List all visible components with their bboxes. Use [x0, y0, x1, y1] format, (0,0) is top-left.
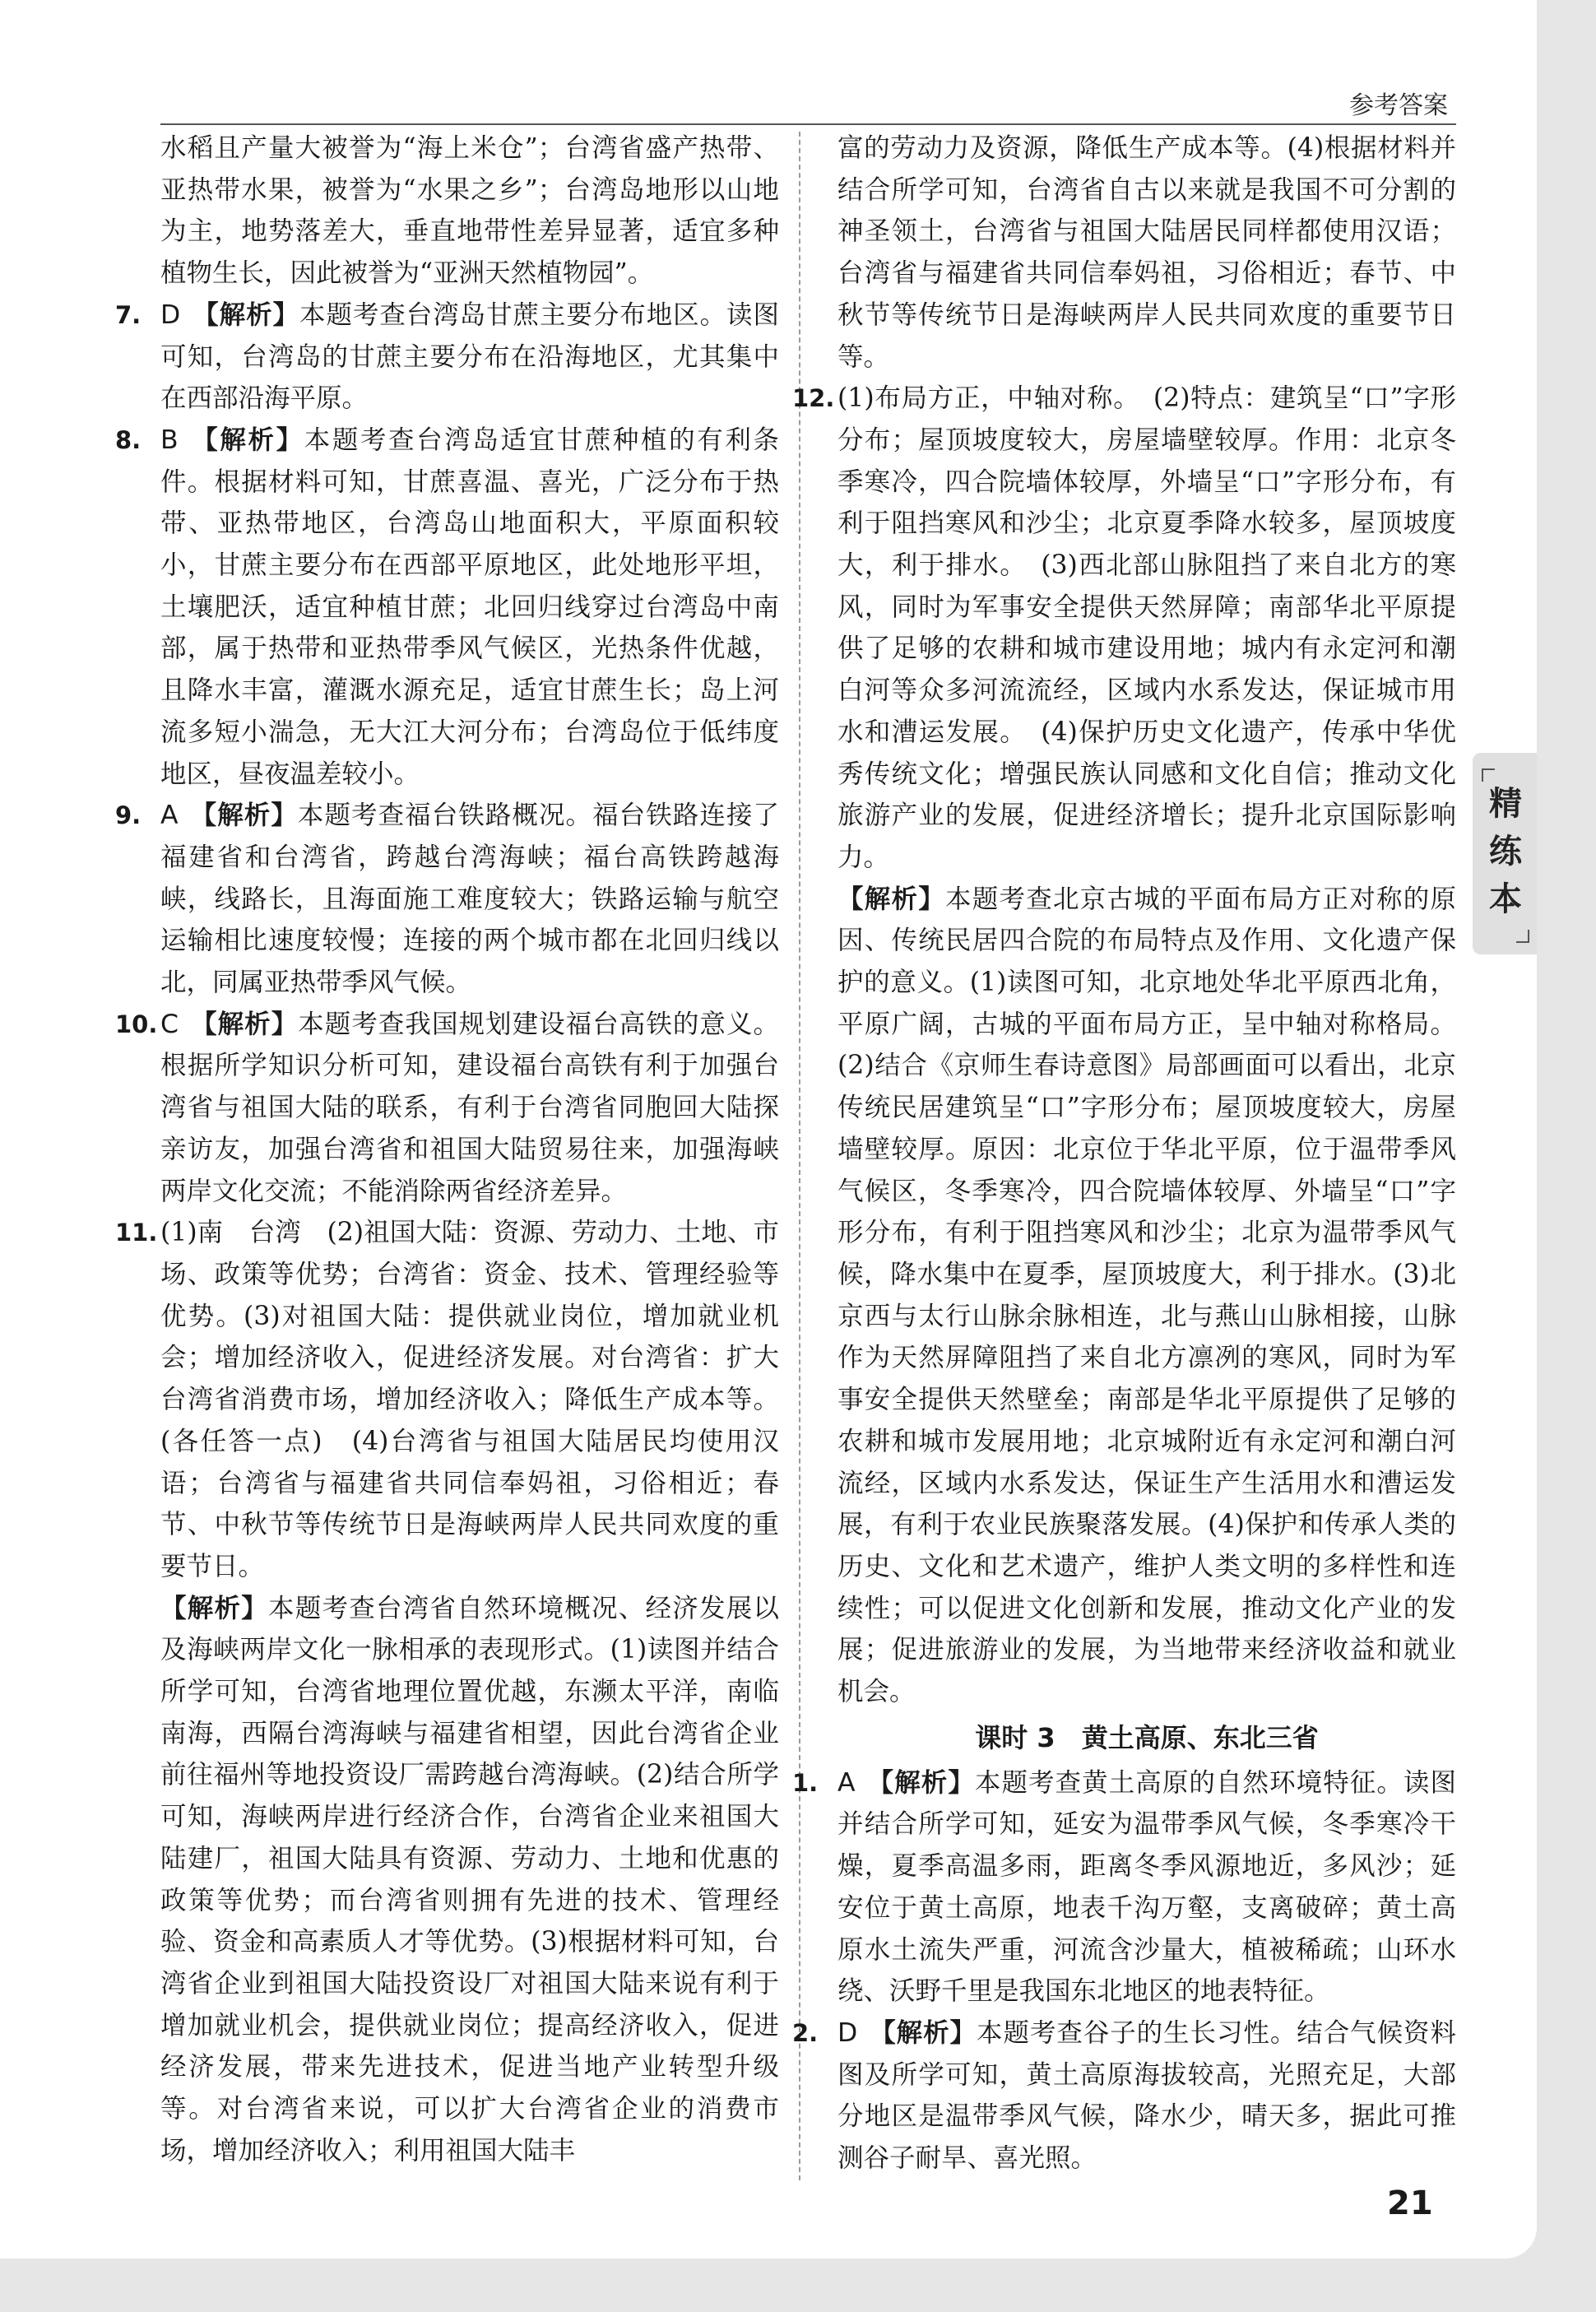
item-number: 11.	[115, 1219, 158, 1247]
side-tab-corner-mark	[1516, 930, 1529, 943]
answer-item-8	[115, 420, 779, 795]
column-divider	[799, 132, 800, 2180]
intro-paragraph	[160, 128, 779, 295]
lesson-title: 课时 3 黄土高原、东北三省	[975, 1721, 1319, 1753]
analysis-text: 本题考查台湾岛甘蔗主要分布地区。读图可知，台湾岛的甘蔗主要分布在沿海地区，尤其集中在西部沿海平原。	[160, 299, 779, 414]
answer-text: (1)布局方正，中轴对称。 (2)特点：建筑呈“口”字形分布；屋顶坡度较大，房屋墙壁较厚。作用：北京冬季寒冷，四合院墙体较厚，外墙呈“口”字形分布，有利于阻挡寒风和沙尘；北京夏季降水较多，屋顶坡度大，利于排水。 (3)西北部山脉阻挡了来自北方的寒风，同时为军事安全提供天然屏障；南部华北平原提供了足够的农耕和城市建设用地；城内有永定河和潮白河等众多河流流经，区域内水系发达，保证城市用水和漕运发展。 (4)保护历史文化遗产，传承中华优秀传统文化；增强民族认同感和文化自信；推动文化旅游产业的发展，促进经济增长；提升北京国际影响力。	[837, 383, 1456, 872]
answer-item-1	[792, 1762, 1456, 2013]
page-number: 21	[1387, 2184, 1433, 2222]
analysis-tag: 【解析】	[190, 801, 298, 831]
header-rule	[160, 123, 1456, 125]
analysis-text: 本题考查黄土高原的自然环境特征。读图并结合所学可知，延安为温带季风气候，冬季寒冷干燥，夏季高温多雨，距离冬季风源地近，多风沙；延安位于黄土高原，地表千沟万壑，支离破碎；黄土高原水土流失严重，河流含沙量大，植被稀疏；山环水绕、沃野千里是我国东北地区的地表特征。	[837, 1767, 1456, 2007]
analysis-tag: 【解析】	[192, 425, 304, 455]
item-number: 1.	[792, 1768, 819, 1797]
answer-item-11	[115, 1212, 779, 1587]
analysis-tag: 【解析】	[191, 1009, 299, 1039]
answer-item-10	[115, 1004, 779, 1213]
answer-item-9	[115, 795, 779, 1004]
analysis-tag: 【解析】	[193, 299, 299, 330]
analysis-item-11	[160, 1588, 779, 2172]
side-tab-label: 精练本	[1489, 785, 1522, 918]
left-column	[115, 128, 779, 2171]
item-number: 7.	[115, 300, 142, 329]
analysis-tag: 【解析】	[837, 884, 945, 914]
item-number: 8.	[115, 425, 142, 454]
analysis-tag: 【解析】	[870, 2017, 977, 2048]
analysis-tag: 【解析】	[867, 1767, 975, 1798]
item-number: 9.	[115, 801, 142, 830]
right-column	[792, 128, 1456, 2180]
answer-item-7	[115, 295, 779, 420]
answer-letter: D	[160, 299, 181, 330]
analysis-item-12	[837, 879, 1456, 1713]
answer-letter: A	[160, 801, 179, 831]
answer-letter: A	[837, 1767, 856, 1798]
analysis-text: 本题考查我国规划建设福台高铁的意义。根据所学知识分析可知，建设福台高铁有利于加强台湾省与祖国大陆的联系，有利于台湾省同胞回大陆探亲访友，加强台湾省和祖国大陆贸易往来，加强海峡两岸文化交流；不能消除两省经济差异。	[160, 1009, 779, 1206]
answer-letter: D	[837, 2017, 858, 2048]
intro-text: 水稻且产量大被誉为“海上米仓”；台湾省盛产热带、亚热带水果，被誉为“水果之乡”；台湾岛地形以山地为主，地势落差大，垂直地带性差异显著，适宜多种植物生长，因此被誉为“亚洲天然植物园”。	[160, 133, 779, 289]
analysis-text: 本题考查台湾省自然环境概况、经济发展以及海峡两岸文化一脉相承的表现形式。(1)读图并结合所学可知，台湾省地理位置优越，东濒太平洋，南临南海，西隔台湾海峡与福建省相望，因此台湾省企业前往福州等地投资设厂需跨越台湾海峡。(2)结合所学可知，海峡两岸进行经济合作，台湾省企业来祖国大陆建厂，祖国大陆具有资源、劳动力、土地和优惠的政策等优势；而台湾省则拥有先进的技术、管理经验、资金和高素质人才等优势。(3)根据材料可知，台湾省企业到祖国大陆投资设厂对祖国大陆来说有利于增加就业机会，提供就业岗位；提高经济收入，促进经济发展，带来先进技术，促进当地产业转型升级等。对台湾省来说，可以扩大台湾省企业的消费市场，增加经济收入；利用祖国大陆丰	[160, 1593, 779, 2166]
answer-item-12	[792, 378, 1456, 878]
answer-letter: B	[160, 425, 179, 455]
continued-text: 富的劳动力及资源，降低生产成本等。(4)根据材料并结合所学可知，台湾省自古以来就是我国不可分割的神圣领土，台湾省与祖国大陆居民同样都使用汉语；台湾省与福建省共同信奉妈祖，习俗相近；春节、中秋节等传统节日是海峡两岸人民共同欢度的重要节日等。	[837, 133, 1456, 372]
analysis-text: 本题考查福台铁路概况。福台铁路连接了福建省和台湾省，跨越台湾海峡；福台高铁跨越海峡，线路长，且海面施工难度较大；铁路运输与航空运输相比速度较慢；连接的两个城市都在北回归线以北，同属亚热带季风气候。	[160, 801, 779, 998]
analysis-text: 本题考查北京古城的平面布局方正对称的原因、传统民居四合院的布局特点及作用、文化遗产保护的意义。(1)读图可知，北京地处华北平原西北角，平原广阔，古城的平面布局方正，呈中轴对称格局。(2)结合《京师生春诗意图》局部画面可以看出，北京传统民居建筑呈“口”字形分布；屋顶坡度较大，房屋墙壁较厚。原因：北京位于华北平原，位于温带季风气候区，冬季寒冷，四合院墙体较厚、外墙呈“口”字形分布，有利于阻挡寒风和沙尘；北京为温带季风气候，降水集中在夏季，屋顶坡度大，利于排水。(3)北京西与太行山脉余脉相连，北与燕山山脉相接，山脉作为天然屏障阻挡了来自北方凛冽的寒风，同时为军事安全提供天然壁垒；南部是华北平原提供了足够的农耕和城市发展用地；北京城附近有永定河和潮白河流经，区域内水系发达，保证生产生活用水和漕运发展，有利于农业民族聚落发展。(4)保护和传承人类的历史、文化和艺术遗产，维护人类文明的多样性和连续性；可以促进文化创新和发展，推动文化产业的发展；促进旅游业的发展，为当地带来经济收益和就业机会。	[837, 884, 1456, 1707]
page-header-title: 参考答案	[1349, 91, 1448, 120]
answer-letter: C	[160, 1009, 179, 1039]
analysis-text: 本题考查谷子的生长习性。结合气候资料图及所学可知，黄土高原海拔较高，光照充足，大部分地区是温带季风气候，降水少，晴天多，据此可推测谷子耐旱、喜光照。	[837, 2017, 1456, 2174]
analysis-text: 本题考查台湾岛适宜甘蔗种植的有利条件。根据材料可知，甘蔗喜温、喜光，广泛分布于热带、亚热带地区，台湾岛山地面积大，平原面积较小，甘蔗主要分布在西部平原地区，此处地形平坦，土壤肥沃，适宜种植甘蔗；北回归线穿过台湾岛中南部，属于热带和亚热带季风气候区，光热条件优越，且降水丰富，灌溉水源充足，适宜甘蔗生长；岛上河流多短小湍急，无大江大河分布；台湾岛位于低纬度地区，昼夜温差较小。	[160, 425, 779, 789]
item-number: 10.	[115, 1010, 158, 1038]
answer-text: (1)南 台湾 (2)祖国大陆：资源、劳动力、土地、市场、政策等优势；台湾省：资金、技术、管理经验等优势。(3)对祖国大陆：提供就业岗位，增加就业机会；增加经济收入，促进经济发展。对台湾省：扩大台湾省消费市场，增加经济收入；降低生产成本等。(各任答一点) (4)台湾省与祖国大陆居民均使用汉语；台湾省与福建省共同信奉妈祖，习俗相近；春节、中秋节等传统节日是海峡两岸人民共同欢度的重要节日。	[160, 1218, 779, 1581]
analysis-tag: 【解析】	[160, 1593, 268, 1623]
answer-item-2	[792, 2013, 1456, 2180]
item-number: 12.	[792, 384, 835, 413]
continued-paragraph	[837, 128, 1456, 378]
item-number: 2.	[792, 2018, 819, 2047]
